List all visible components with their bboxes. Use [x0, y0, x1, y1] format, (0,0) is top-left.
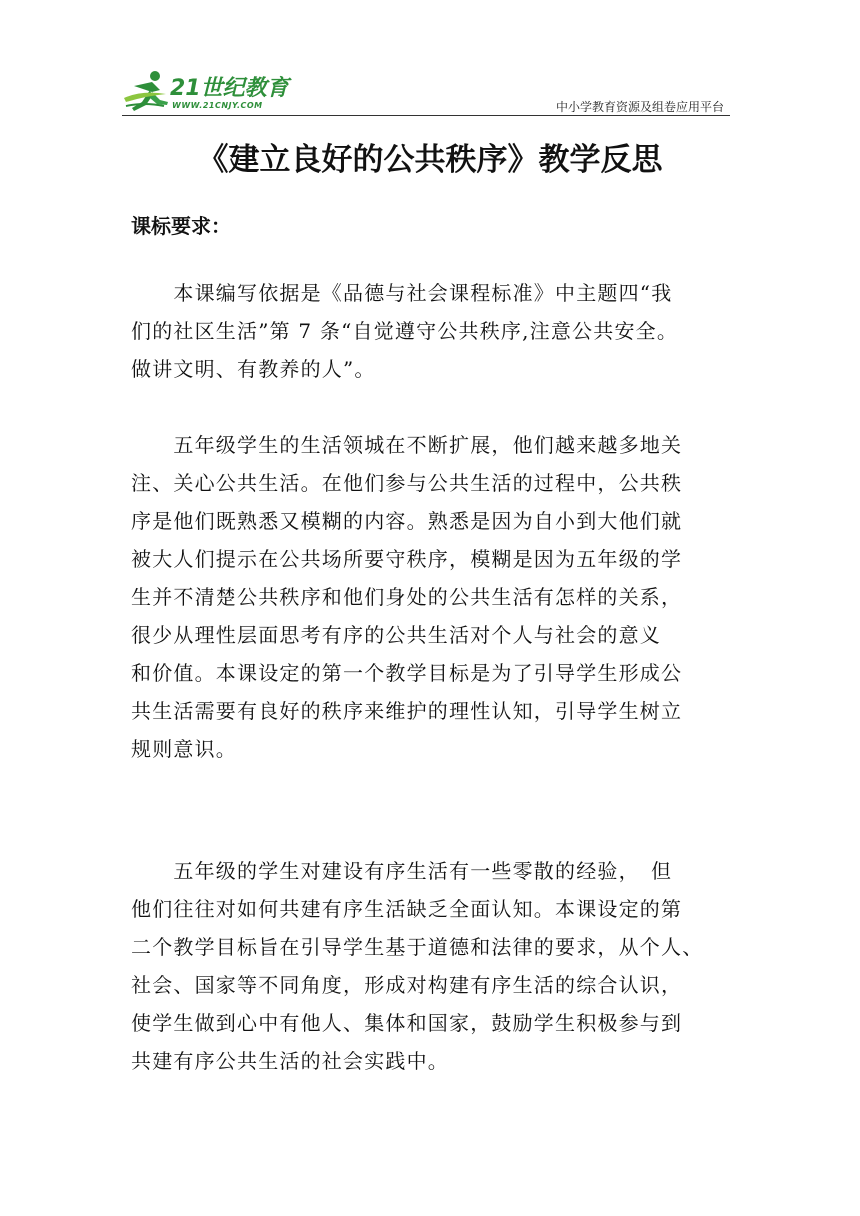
paragraph-line: 五年级的学生对建设有序生活有一些零散的经验， 但	[131, 859, 673, 883]
paragraph-line: 和价值。本课设定的第一个教学目标是为了引导学生形成公	[131, 661, 683, 685]
logo-text: 21世纪教育	[170, 76, 289, 101]
platform-tagline: 中小学教育资源及组卷应用平台	[555, 100, 724, 114]
section-heading: 课标要求：	[131, 214, 231, 238]
paragraph-line: 做讲文明、有教养的人”。	[131, 357, 376, 381]
paragraph-line: 序是他们既熟悉又模糊的内容。熟悉是因为自小到大他们就	[131, 509, 683, 533]
paragraph-line: 本课编写依据是《品德与社会课程标准》中主题四“我	[131, 281, 673, 305]
paragraph-line: 五年级学生的生活领城在不断扩展，他们越来越多地关	[131, 433, 683, 457]
paragraph-line: 共建有序公共生活的社会实践中。	[131, 1049, 449, 1073]
paragraph-3	[131, 852, 743, 1080]
header-divider	[122, 115, 730, 116]
paragraph-2	[131, 426, 743, 768]
paragraph-line: 生并不清楚公共秩序和他们身处的公共生活有怎样的关系，	[131, 585, 683, 609]
site-logo[interactable]	[122, 68, 292, 114]
paragraph-line: 使学生做到心中有他人、集体和国家，鼓励学生积极参与到	[131, 1011, 683, 1035]
document-title: 《建立良好的公共秩序》教学反思	[197, 142, 663, 178]
paragraph-line: 规则意识。	[131, 737, 237, 761]
paragraph-line: 共生活需要有良好的秩序来维护的理性认知，引导学生树立	[131, 699, 683, 723]
paragraph-line: 被大人们提示在公共场所要守秩序，模糊是因为五年级的学	[131, 547, 683, 571]
runner-icon	[122, 68, 172, 114]
paragraph-line: 注、关心公共生活。在他们参与公共生活的过程中，公共秩	[131, 471, 683, 495]
paragraph-line: 们的社区生活”第 7 条“自觉遵守公共秩序,注意公共安全。	[131, 319, 679, 343]
paragraph-line: 他们往往对如何共建有序生活缺乏全面认知。本课设定的第	[131, 897, 683, 921]
paragraph-line: 社会、国家等不同角度，形成对构建有序生活的综合认识，	[131, 973, 683, 997]
page-header	[122, 64, 730, 116]
paragraph-line: 二个教学目标旨在引导学生基于道德和法律的要求，从个人、	[131, 935, 704, 959]
paragraph-line: 很少从理性层面思考有序的公共生活对个人与社会的意义	[131, 623, 661, 647]
logo-url: WWW.21CNJY.COM	[172, 101, 263, 110]
paragraph-1	[131, 274, 743, 388]
